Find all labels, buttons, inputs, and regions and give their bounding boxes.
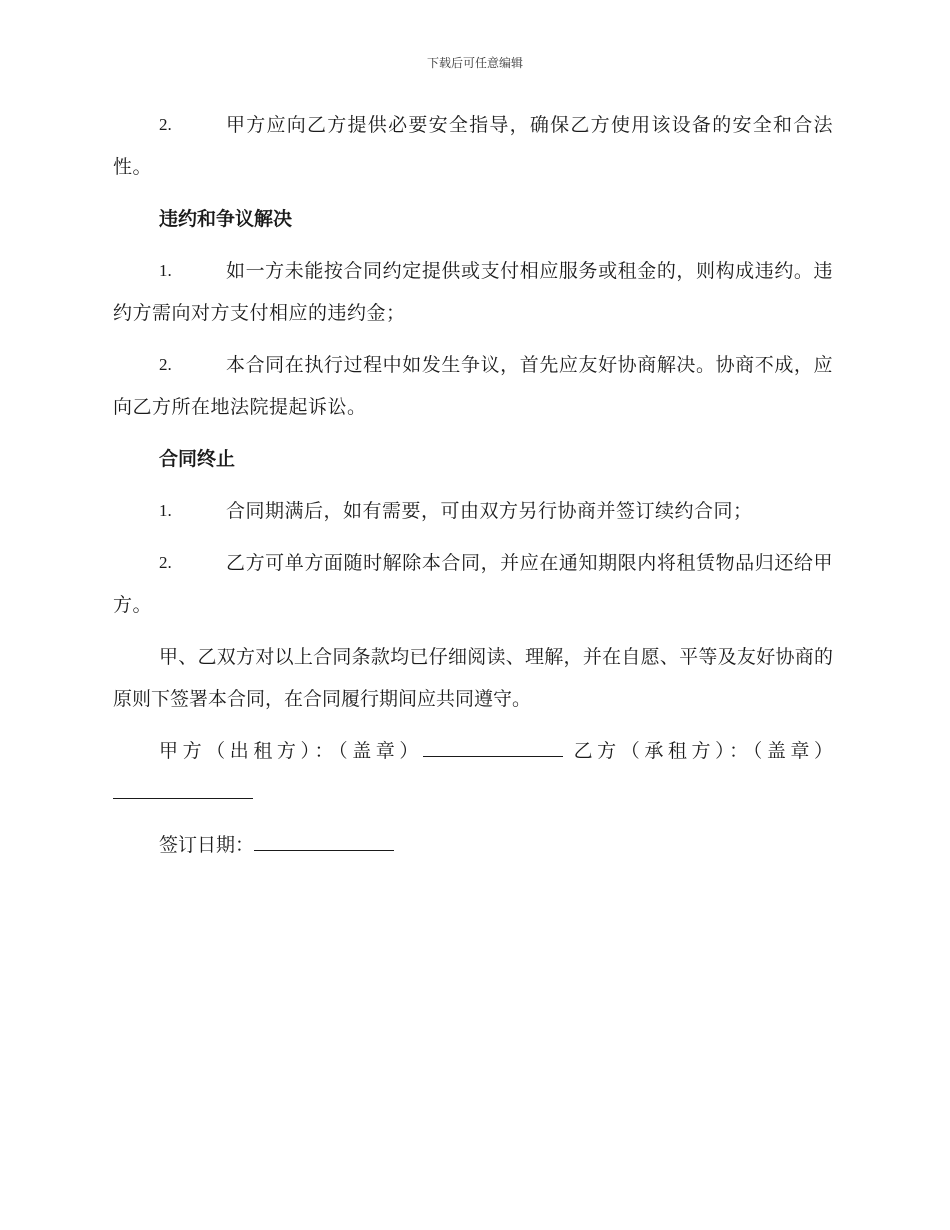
page-header: 下载后可任意编辑 [426,56,523,70]
clause-text: 合同期满后，如有需要，可由双方另行协商并签订续约合同； [226,500,753,522]
party-a-signature-blank [423,738,563,757]
clause-item [113,250,833,334]
clause-number: 2. [159,115,172,134]
date-blank [254,832,394,851]
date-label: 签订日期： [159,834,255,856]
party-b-signature-blank [113,780,253,799]
party-b-label: 乙方（承租方）：（盖章） [573,740,833,762]
clause-text: 本合同在执行过程中如发生争议，首先应友好协商解决。协商不成，应向乙方所在地法院提起诉讼。 [113,354,833,418]
clause-text: 如一方未能按合同约定提供或支付相应服务或租金的，则构成违约。违约方需向对方支付相应的违约金； [113,260,833,324]
closing-statement: 甲、乙双方对以上合同条款均已仔细阅读、理解，并在自愿、平等及友好协商的原则下签署本合同，在合同履行期间应共同遵守。 [113,646,833,710]
clause-number: 2. [159,355,172,374]
clause-item [113,104,833,188]
section-heading-breach: 违约和争议解决 [159,208,293,230]
signature-line [113,730,833,814]
clause-item [113,542,833,626]
party-a-label: 甲方（出租方）：（盖章） [159,740,423,762]
clause-number: 2. [159,553,172,572]
clause-item [113,490,833,532]
clause-text: 甲方应向乙方提供必要安全指导，确保乙方使用该设备的安全和合法性。 [113,114,833,178]
clause-number: 1. [159,261,172,280]
clause-number: 1. [159,501,172,520]
clause-item [113,344,833,428]
section-heading-termination: 合同终止 [159,448,236,470]
date-line [113,824,833,866]
clause-text: 乙方可单方面随时解除本合同，并应在通知期限内将租赁物品归还给甲方。 [113,552,833,616]
document-body [113,104,833,876]
